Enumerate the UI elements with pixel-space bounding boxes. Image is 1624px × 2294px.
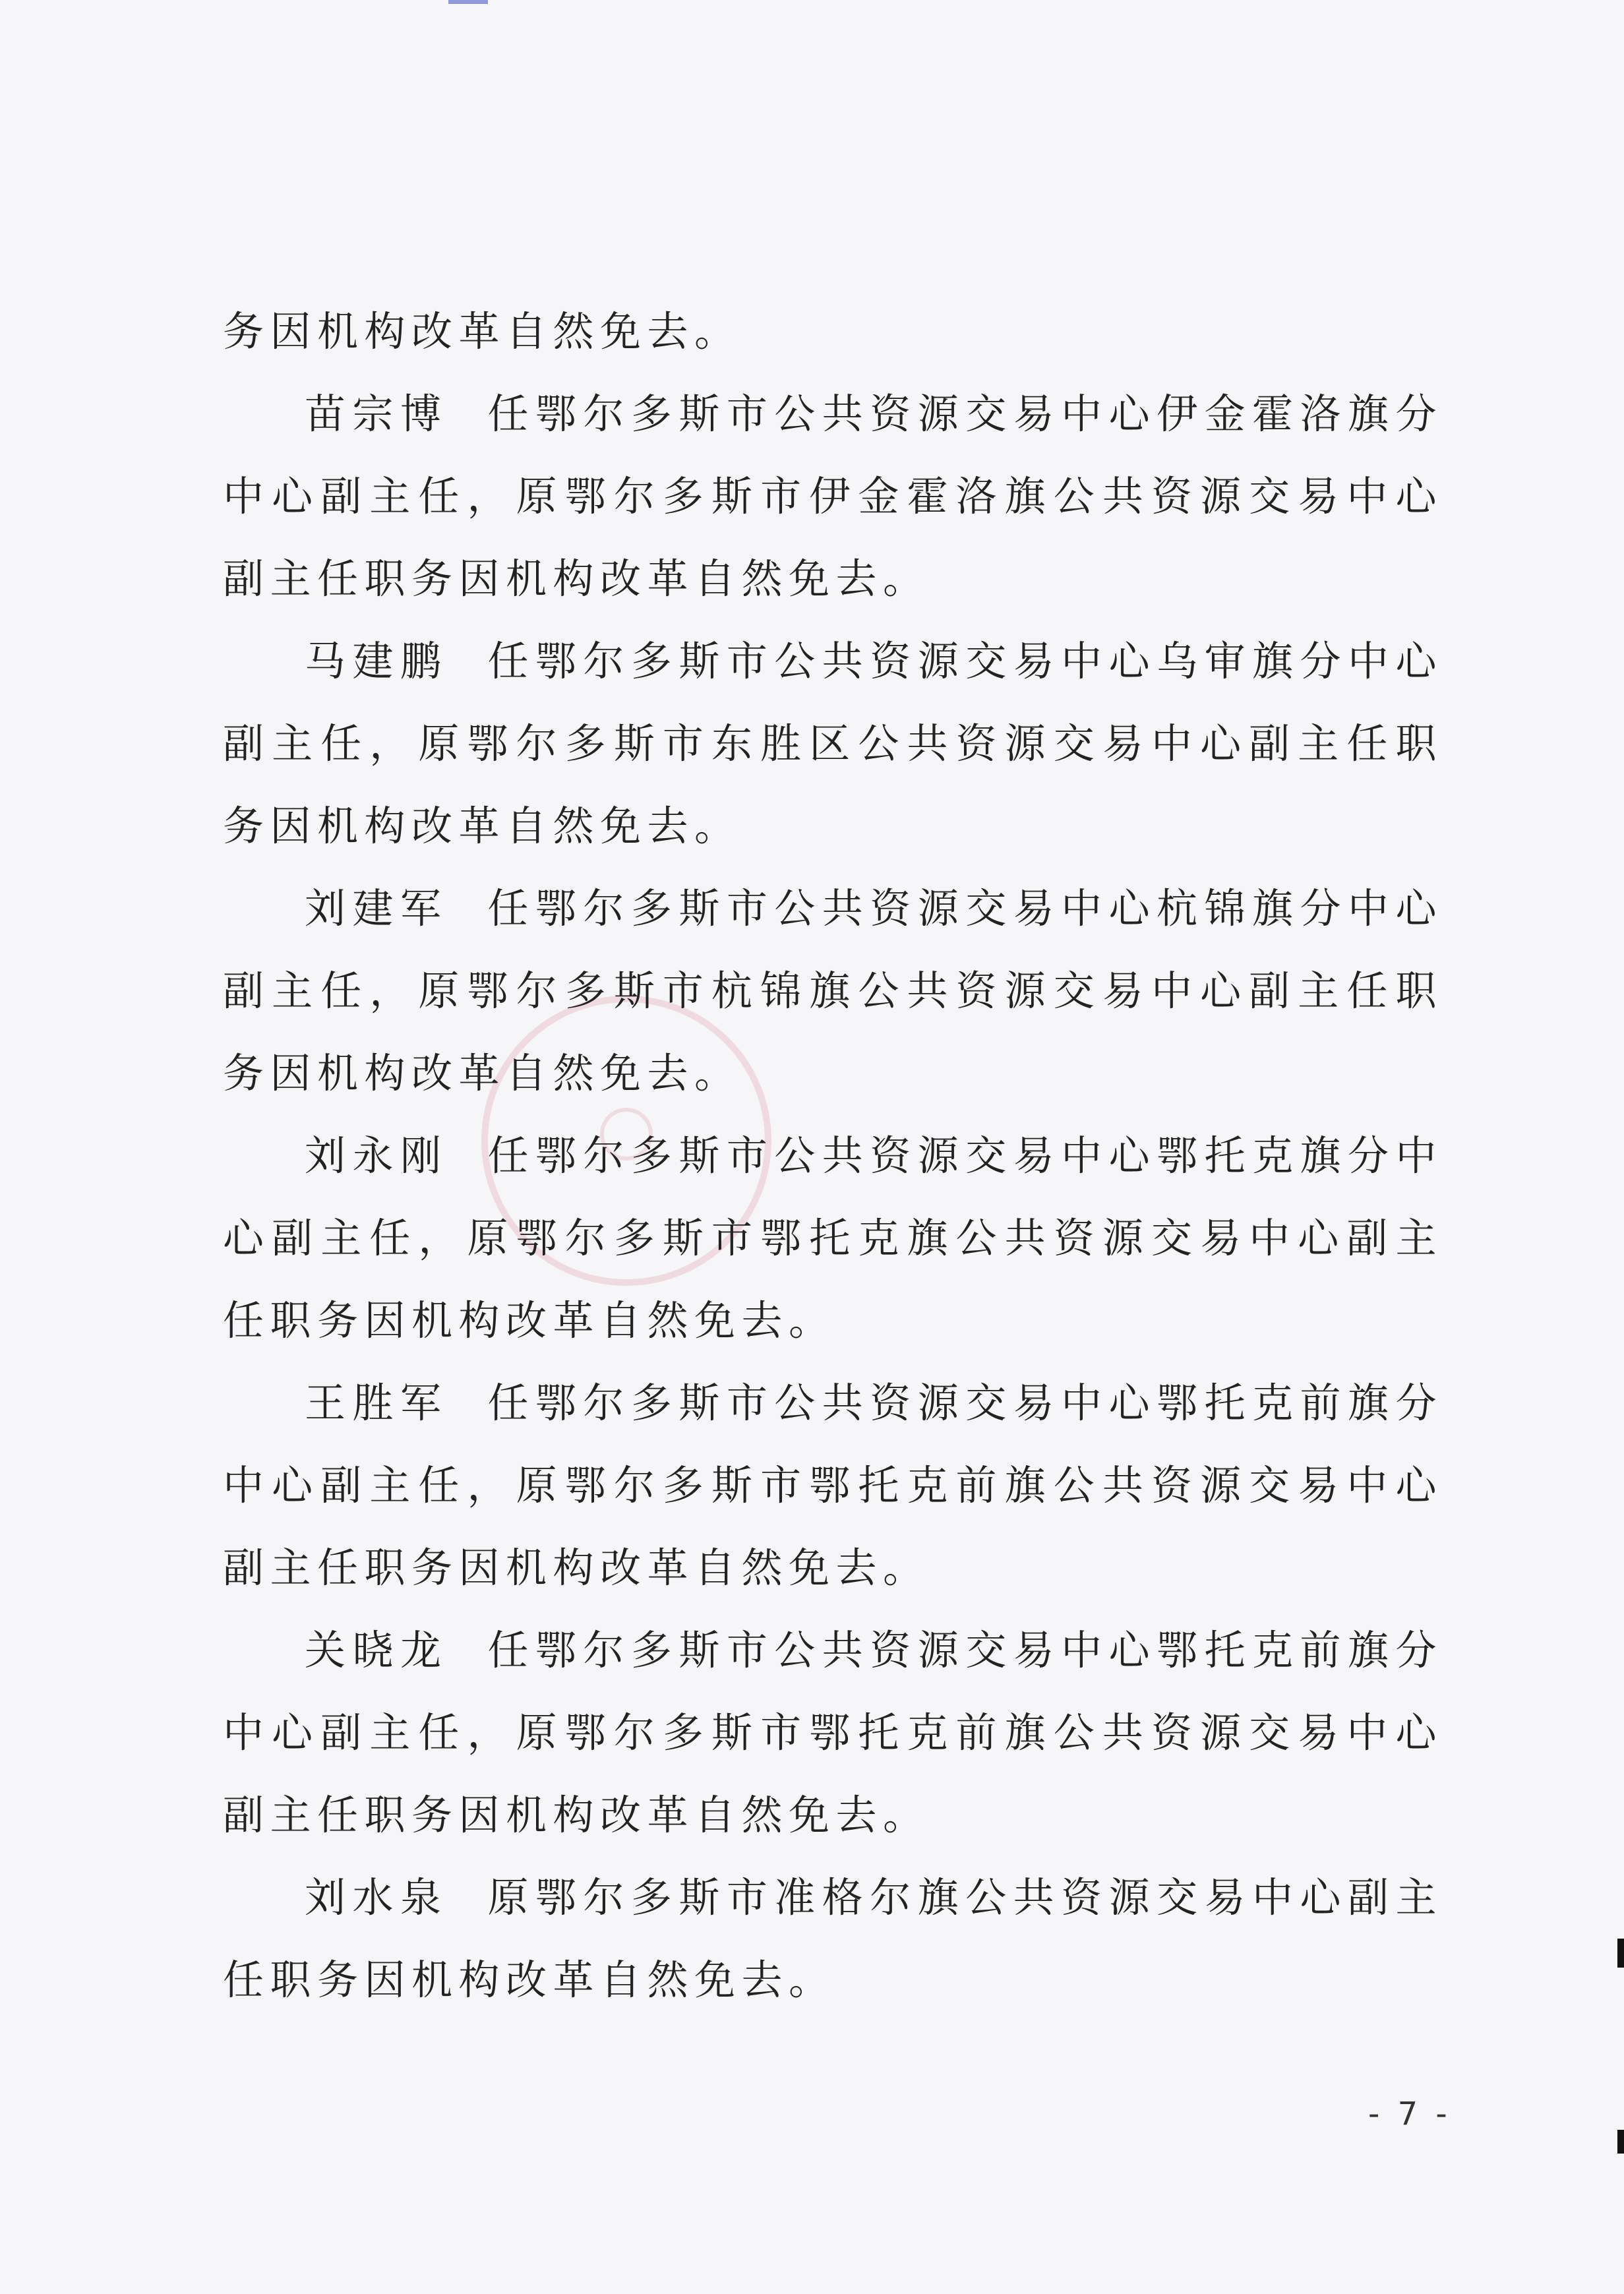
- paragraph: [223, 1362, 1443, 1609]
- paragraph-text: 任鄂尔多斯市公共资源交易中心鄂托克旗分中心副主任，原鄂尔多斯市鄂托克旗公共资源交易中心副主任职务因机构改革自然免去。: [223, 1132, 1443, 1344]
- paragraph-text: 任鄂尔多斯市公共资源交易中心杭锦旗分中心副主任，原鄂尔多斯市杭锦旗公共资源交易中心副主任职务因机构改革自然免去。: [223, 884, 1443, 1097]
- person-name: 苗宗博: [305, 390, 448, 438]
- person-name: 马建鹏: [305, 637, 448, 685]
- person-name: 关晓龙: [305, 1626, 448, 1674]
- paragraph-text: 任鄂尔多斯市公共资源交易中心鄂托克前旗分中心副主任，原鄂尔多斯市鄂托克前旗公共资源交易中心副主任职务因机构改革自然免去。: [223, 1379, 1443, 1592]
- paragraph-text: 任鄂尔多斯市公共资源交易中心伊金霍洛旗分中心副主任，原鄂尔多斯市伊金霍洛旗公共资源交易中心副主任职务因机构改革自然免去。: [223, 390, 1443, 603]
- person-name: 王胜军: [305, 1379, 448, 1427]
- scan-edge-mark: [1617, 1939, 1624, 1968]
- paragraph: [223, 1114, 1443, 1362]
- document-body: [223, 290, 1443, 2021]
- paragraph-text: 任鄂尔多斯市公共资源交易中心乌审旗分中心副主任，原鄂尔多斯市东胜区公共资源交易中心副主任职务因机构改革自然免去。: [223, 637, 1443, 850]
- person-name: 刘建军: [305, 884, 448, 932]
- paragraph: [223, 620, 1443, 867]
- paragraph-text: 原鄂尔多斯市准格尔旗公共资源交易中心副主任职务因机构改革自然免去。: [223, 1873, 1443, 2004]
- paragraph: [223, 373, 1443, 620]
- paragraph: [223, 1609, 1443, 1856]
- person-name: 刘水泉: [305, 1873, 448, 1921]
- paragraph-text: 任鄂尔多斯市公共资源交易中心鄂托克前旗分中心副主任，原鄂尔多斯市鄂托克前旗公共资源交易中心副主任职务因机构改革自然免去。: [223, 1626, 1443, 1839]
- paragraph: [223, 1856, 1443, 2021]
- scan-edge-mark: [1617, 2130, 1624, 2154]
- paragraph: [223, 290, 1443, 373]
- paragraph-text: 务因机构改革自然免去。: [223, 307, 742, 355]
- page-number: - 7 -: [1368, 2096, 1451, 2132]
- person-name: 刘永刚: [305, 1132, 448, 1180]
- paragraph: [223, 867, 1443, 1114]
- scan-edge-mark: [448, 0, 488, 4]
